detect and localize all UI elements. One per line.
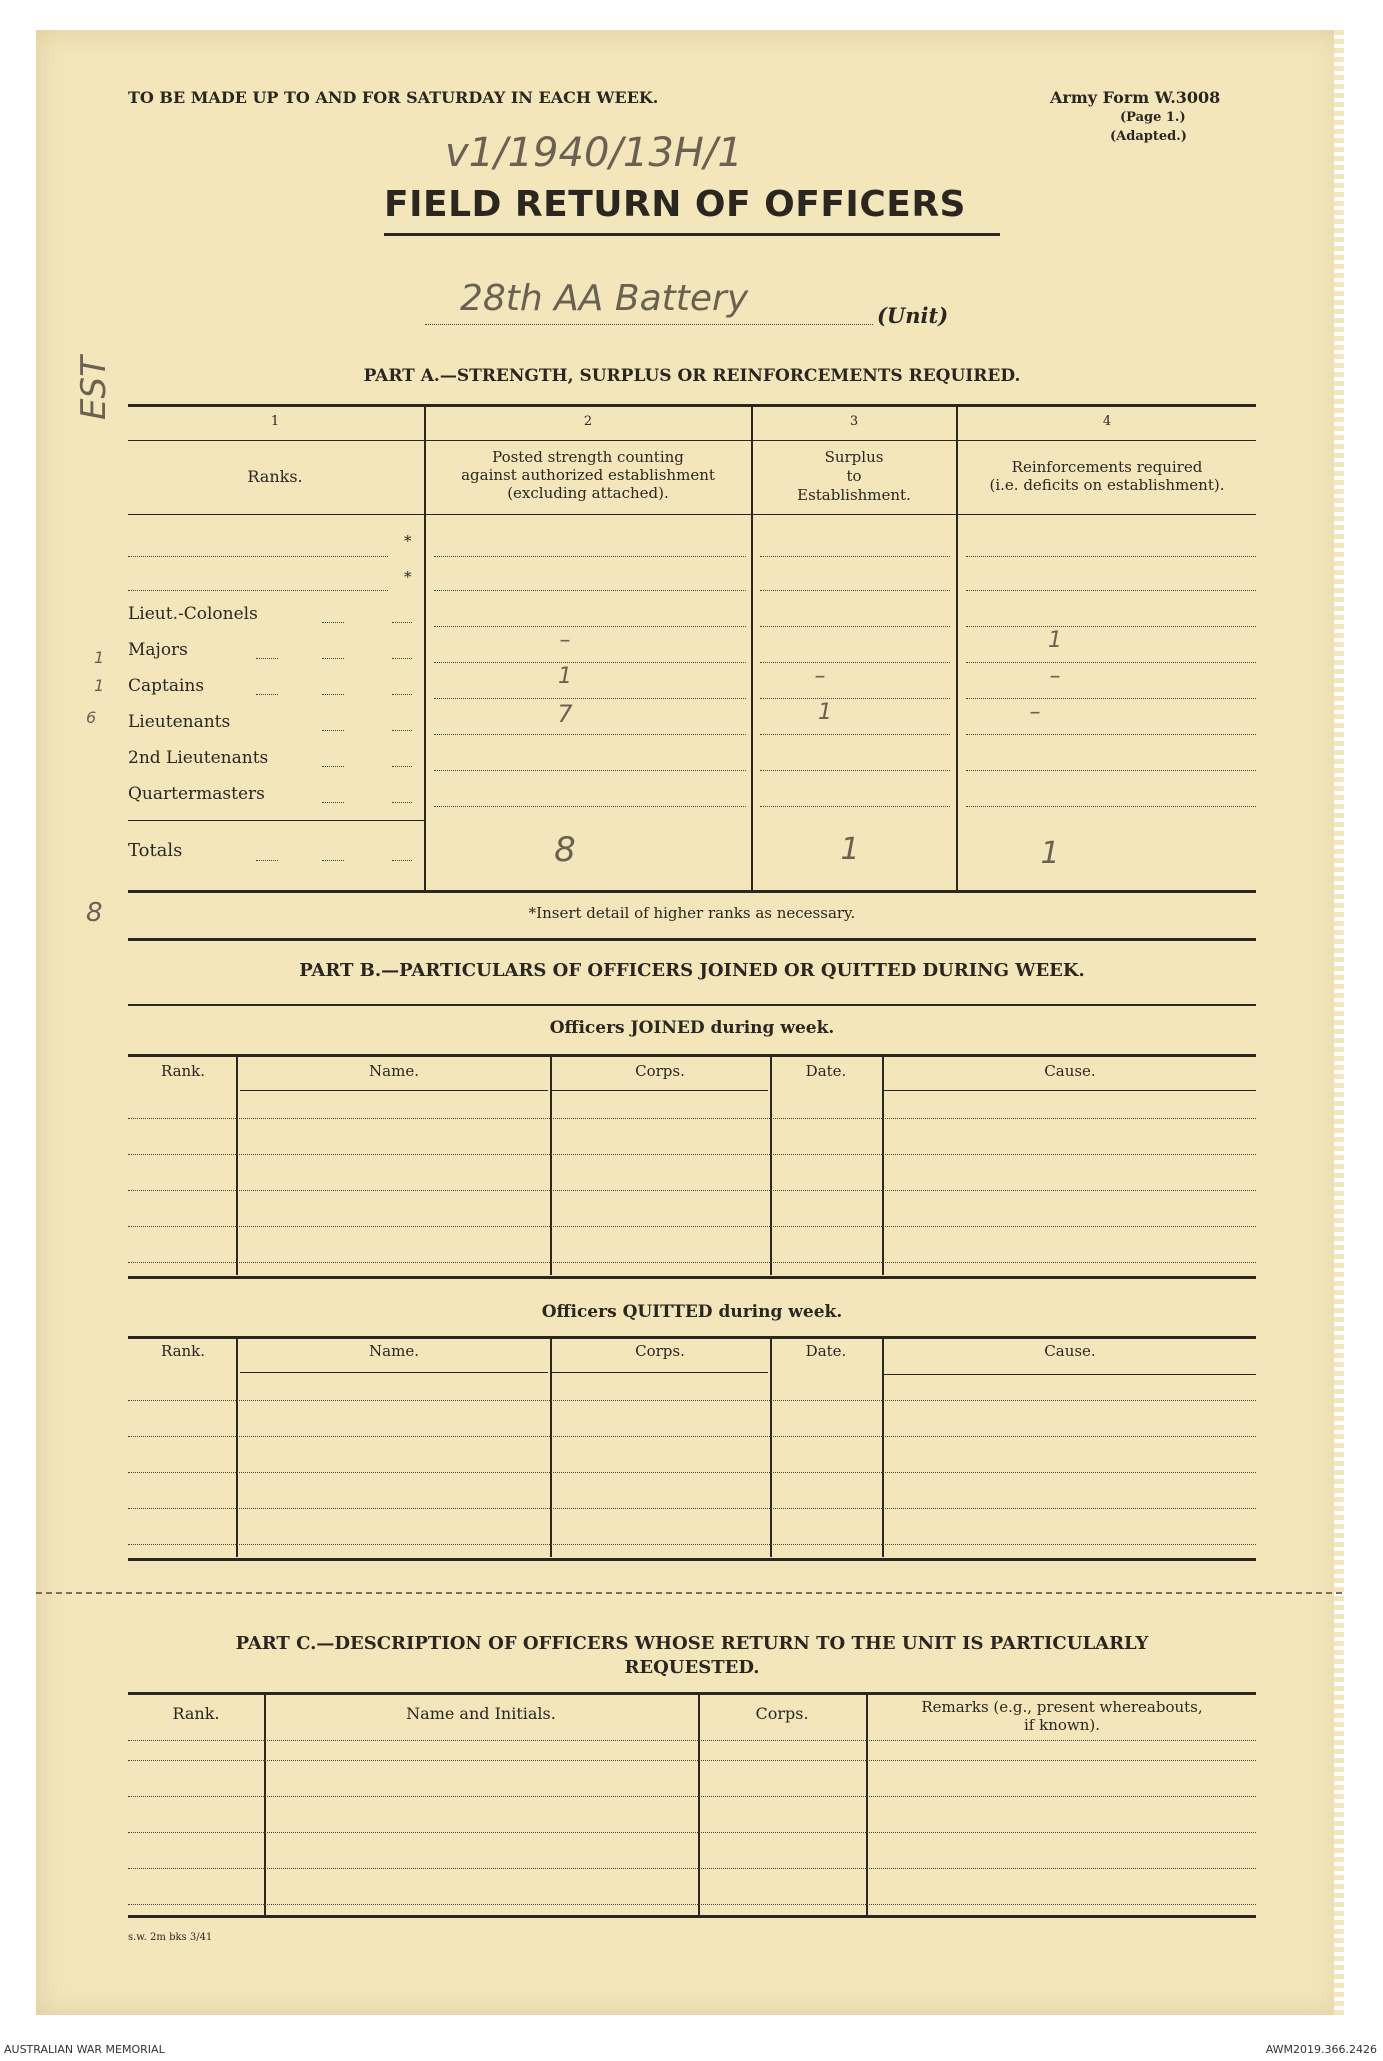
quitted-bottom-rule	[128, 1558, 1256, 1561]
form-page: (Page 1.)	[1120, 110, 1186, 125]
margin-mark-3: 6	[86, 708, 97, 727]
part-c-top-rule	[128, 1692, 1256, 1695]
rank-label-quartermasters: Quartermasters	[128, 784, 265, 804]
unit-dotted-line	[425, 324, 873, 325]
title-underline	[384, 233, 1000, 236]
quitted-col-rank: Rank.	[160, 1342, 206, 1360]
joined-col-cause: Cause.	[1044, 1062, 1096, 1080]
posted-lieutenants-value: 7	[557, 700, 573, 728]
quitted-title: Officers QUITTED during week.	[541, 1302, 843, 1322]
footer-accession-number: AWM2019.366.2426	[1265, 2043, 1377, 2056]
surplus-lieutenants-value: 1	[818, 700, 832, 725]
col-number-4: 4	[1102, 414, 1112, 429]
perforation-line	[36, 1592, 1342, 1594]
joined-col-date: Date.	[805, 1062, 847, 1080]
reinf-lieutenants-value: –	[1029, 700, 1041, 725]
part-c-bottom-rule	[128, 1915, 1256, 1918]
ranks-header: Ranks.	[247, 467, 303, 486]
posted-header-line2: against authorized establishment	[461, 466, 715, 484]
surplus-header-line3: Establishment.	[797, 486, 911, 504]
part-c-col-remarks	[868, 1698, 1256, 1734]
margin-note-8: 8	[86, 898, 103, 928]
reinforcements-header	[958, 458, 1256, 494]
quitted-col-date: Date.	[805, 1342, 847, 1360]
margin-note-est: EST	[74, 356, 114, 420]
reinforcements-header-line1: Reinforcements required	[1011, 458, 1203, 476]
posted-header-line3: (excluding attached).	[507, 484, 669, 502]
surplus-header-line2: to	[846, 467, 862, 485]
reinf-total-value: 1	[1040, 836, 1060, 871]
asterisk-row-2-dots	[128, 590, 388, 591]
rank-label-majors: Majors	[128, 640, 188, 660]
part-a-heading: PART A.—STRENGTH, SURPLUS OR REINFORCEMENTS REQUIRED.	[363, 366, 1021, 386]
rank-label-lieutenants: Lieutenants	[128, 712, 231, 732]
quitted-col-name: Name.	[369, 1342, 419, 1360]
totals-rule	[128, 820, 424, 821]
part-c-col-corps: Corps.	[755, 1704, 809, 1723]
part-c-remarks-line1: Remarks (e.g., present whereabouts,	[921, 1698, 1203, 1716]
surplus-header-line1: Surplus	[824, 448, 884, 466]
surplus-captains-value: –	[814, 664, 826, 689]
reinforcements-header-line2: (i.e. deficits on establishment).	[989, 476, 1225, 494]
footer-institution: AUSTRALIAN WAR MEMORIAL	[4, 2043, 165, 2056]
joined-title: Officers JOINED during week.	[549, 1018, 835, 1038]
joined-top-rule	[128, 1054, 1256, 1057]
rank-label-2nd-lieutenants: 2nd Lieutenants	[128, 748, 269, 768]
unit-label: (Unit)	[877, 303, 949, 328]
instruction-text: TO BE MADE UP TO AND FOR SATURDAY IN EACH WEEK.	[128, 88, 659, 107]
part-a-footnote-rule	[128, 938, 1256, 941]
part-c-remarks-line2: if known).	[1023, 1716, 1101, 1734]
part-c-heading	[128, 1632, 1256, 1680]
joined-bottom-rule	[128, 1276, 1256, 1279]
part-b-heading: PART B.—PARTICULARS OF OFFICERS JOINED OR QUITTED DURING WEEK.	[299, 960, 1085, 981]
col-number-1: 1	[270, 414, 280, 429]
posted-total-value: 8	[554, 830, 576, 870]
print-code: s.w. 2m bks 3/41	[128, 1932, 213, 1943]
part-c-heading-line1: PART C.—DESCRIPTION OF OFFICERS WHOSE RETURN TO THE UNIT IS PARTICULARLY	[235, 1633, 1149, 1654]
part-c-col-name: Name and Initials.	[406, 1704, 556, 1723]
margin-mark-1: 1	[94, 648, 105, 667]
posted-majors-value: –	[559, 628, 571, 653]
rank-label-captains: Captains	[128, 676, 205, 696]
asterisk-row-1-dots	[128, 556, 388, 557]
surplus-total-value: 1	[840, 832, 860, 867]
part-b-rule	[128, 1004, 1256, 1006]
header-rule	[128, 514, 1256, 515]
asterisk-row-2: *	[404, 568, 412, 586]
col-number-3: 3	[849, 414, 859, 429]
posted-header-line1: Posted strength counting	[492, 448, 684, 466]
col-number-2: 2	[583, 414, 593, 429]
part-c-col-rank: Rank.	[172, 1704, 220, 1723]
totals-label: Totals	[128, 840, 183, 861]
joined-col-name: Name.	[369, 1062, 419, 1080]
quitted-top-rule	[128, 1336, 1256, 1339]
posted-captains-value: 1	[558, 664, 572, 689]
margin-mark-2: 1	[94, 676, 105, 695]
col-number-rule	[128, 440, 1256, 441]
rank-label-lieut-colonels: Lieut.-Colonels	[128, 604, 258, 624]
form-adapted: (Adapted.)	[1110, 129, 1187, 144]
unit-value-handwritten: 28th AA Battery	[460, 278, 749, 319]
quitted-col-corps: Corps.	[635, 1342, 685, 1360]
part-c-heading-line2: REQUESTED.	[624, 1657, 760, 1678]
perforated-edge	[1334, 30, 1344, 2015]
part-a-bottom-rule	[128, 890, 1256, 893]
posted-header	[426, 448, 750, 502]
part-a-top-rule	[128, 404, 1256, 407]
reinf-captains-value: –	[1049, 664, 1061, 689]
joined-col-corps: Corps.	[635, 1062, 685, 1080]
file-reference-handwritten: v1/1940/13H/1	[445, 130, 743, 176]
part-a-footnote: *Insert detail of higher ranks as necessary.	[528, 904, 856, 922]
reinf-majors-value: 1	[1048, 628, 1062, 653]
page-title: FIELD RETURN OF OFFICERS	[384, 184, 966, 225]
joined-col-rank: Rank.	[160, 1062, 206, 1080]
surplus-header	[753, 448, 955, 505]
asterisk-row-1: *	[404, 532, 412, 550]
quitted-col-cause: Cause.	[1044, 1342, 1096, 1360]
form-number: Army Form W.3008	[1050, 88, 1221, 107]
